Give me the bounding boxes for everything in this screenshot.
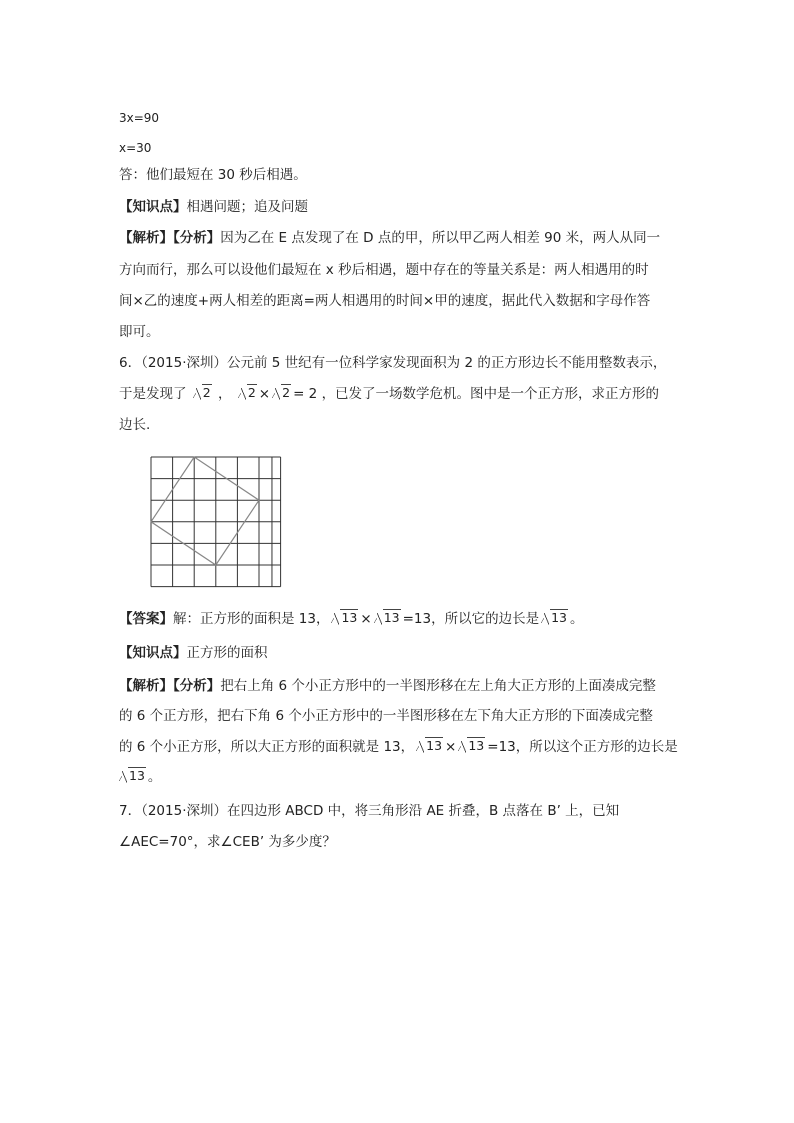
analysis-tag: 【解析】【分析】 [119,230,221,246]
answer-text-b: =13，所以它的边长是 [402,611,540,627]
times-symbol: × [445,739,457,755]
radicand: 13 [129,768,145,783]
radicand: 2 [247,385,256,400]
knowledge-text: 正方形的面积 [186,645,268,661]
radicand: 13 [468,738,485,753]
sqrt-symbol [238,385,257,401]
grid-square-figure [150,456,282,588]
question-7-line-2: ∠AEC=70°，求∠CEB’ 为多少度？ [119,834,336,850]
analysis-text: 因为乙在 E 点发现了在 D 点的甲，所以甲乙两人相差 90 米，两人从同一 [220,230,661,246]
sqrt-symbol [331,610,358,626]
previous-knowledge-point [119,197,308,217]
question-6-line-1: 6．（2015·深圳）公元前 5 世纪有一位科学家发现面积为 2 的正方形边长不能用整数表示， [119,355,667,371]
radicand: 2 [202,385,211,400]
equation-x: x=30 [119,141,152,155]
analysis-tag: 【解析】【分析】 [119,678,221,694]
analysis-text-a: 的 6 个小正方形，所以大正方形的面积就是 13， [119,739,415,755]
sqrt-symbol [272,385,291,401]
analysis-text-b: =13，所以这个正方形的边长是 [487,739,678,755]
previous-analysis-line-3: 间×乙的速度+两人相差的距离=两人相遇用的时间×甲的速度，据此代入数据和字母作答 [119,293,651,309]
analysis-6-line-2: 的 6 个正方形，把右下角 6 个小正方形中的一半图形移在左下角大正方形的下面凑成完整 [119,708,653,724]
radicand: 13 [551,610,568,625]
sqrt-symbol [193,385,212,401]
previous-analysis-line-1 [119,228,660,248]
answer-tag: 【答案】 [119,611,173,627]
radicand: 13 [383,610,400,625]
previous-analysis-line-2: 方向而行，那么可以设他们最短在 x 秒后相遇，题中存在的等量关系是：两人相遇用的时 [119,262,649,278]
tilted-square [151,457,259,565]
knowledge-tag: 【知识点】 [119,199,187,215]
knowledge-tag: 【知识点】 [119,645,187,661]
sqrt-symbol [119,768,146,784]
previous-analysis-line-4: 即可。 [119,324,160,340]
q6-text-c: ，已发了一场数学危机。图中是一个正方形，求正方形的 [321,386,660,402]
sqrt-symbol [541,610,568,626]
question-6-line-2 [119,384,659,404]
q6-text-a: 于是发现了 [119,386,187,402]
question-6-line-3: 边长. [119,417,151,433]
radicand: 13 [426,738,443,753]
knowledge-text: 相遇问题；追及问题 [186,199,308,215]
radicand: 2 [282,385,291,400]
sqrt-symbol [374,610,401,626]
radicand: 13 [341,610,358,625]
times-symbol: × [360,611,372,627]
times-symbol: × [258,386,271,402]
knowledge-point-6 [119,643,268,663]
answer-end: 。 [570,611,584,627]
sqrt-symbol [458,738,485,754]
previous-answer: 答：他们最短在 30 秒后相遇。 [119,167,307,183]
question-7-line-1: 7．（2015·深圳）在四边形 ABCD 中，将三角形沿 AE 折叠，B 点落在 B’ 上，已知 [119,803,620,819]
analysis-6-line-4 [117,767,161,787]
answer-text-a: 解：正方形的面积是 13， [173,611,330,627]
q6-comma: ， [218,386,232,402]
equals-2: = 2 [293,386,318,402]
equation-3x: 3x=90 [119,111,160,125]
analysis-text: 把右上角 6 个小正方形中的一半图形移在左上角大正方形的上面凑成完整 [220,678,656,694]
grid-lines [151,457,281,587]
analysis-6-line-3 [119,737,678,757]
analysis-6-line-1 [119,676,656,696]
sqrt-symbol [416,738,443,754]
analysis-end: 。 [147,769,162,785]
answer-6 [119,609,584,629]
